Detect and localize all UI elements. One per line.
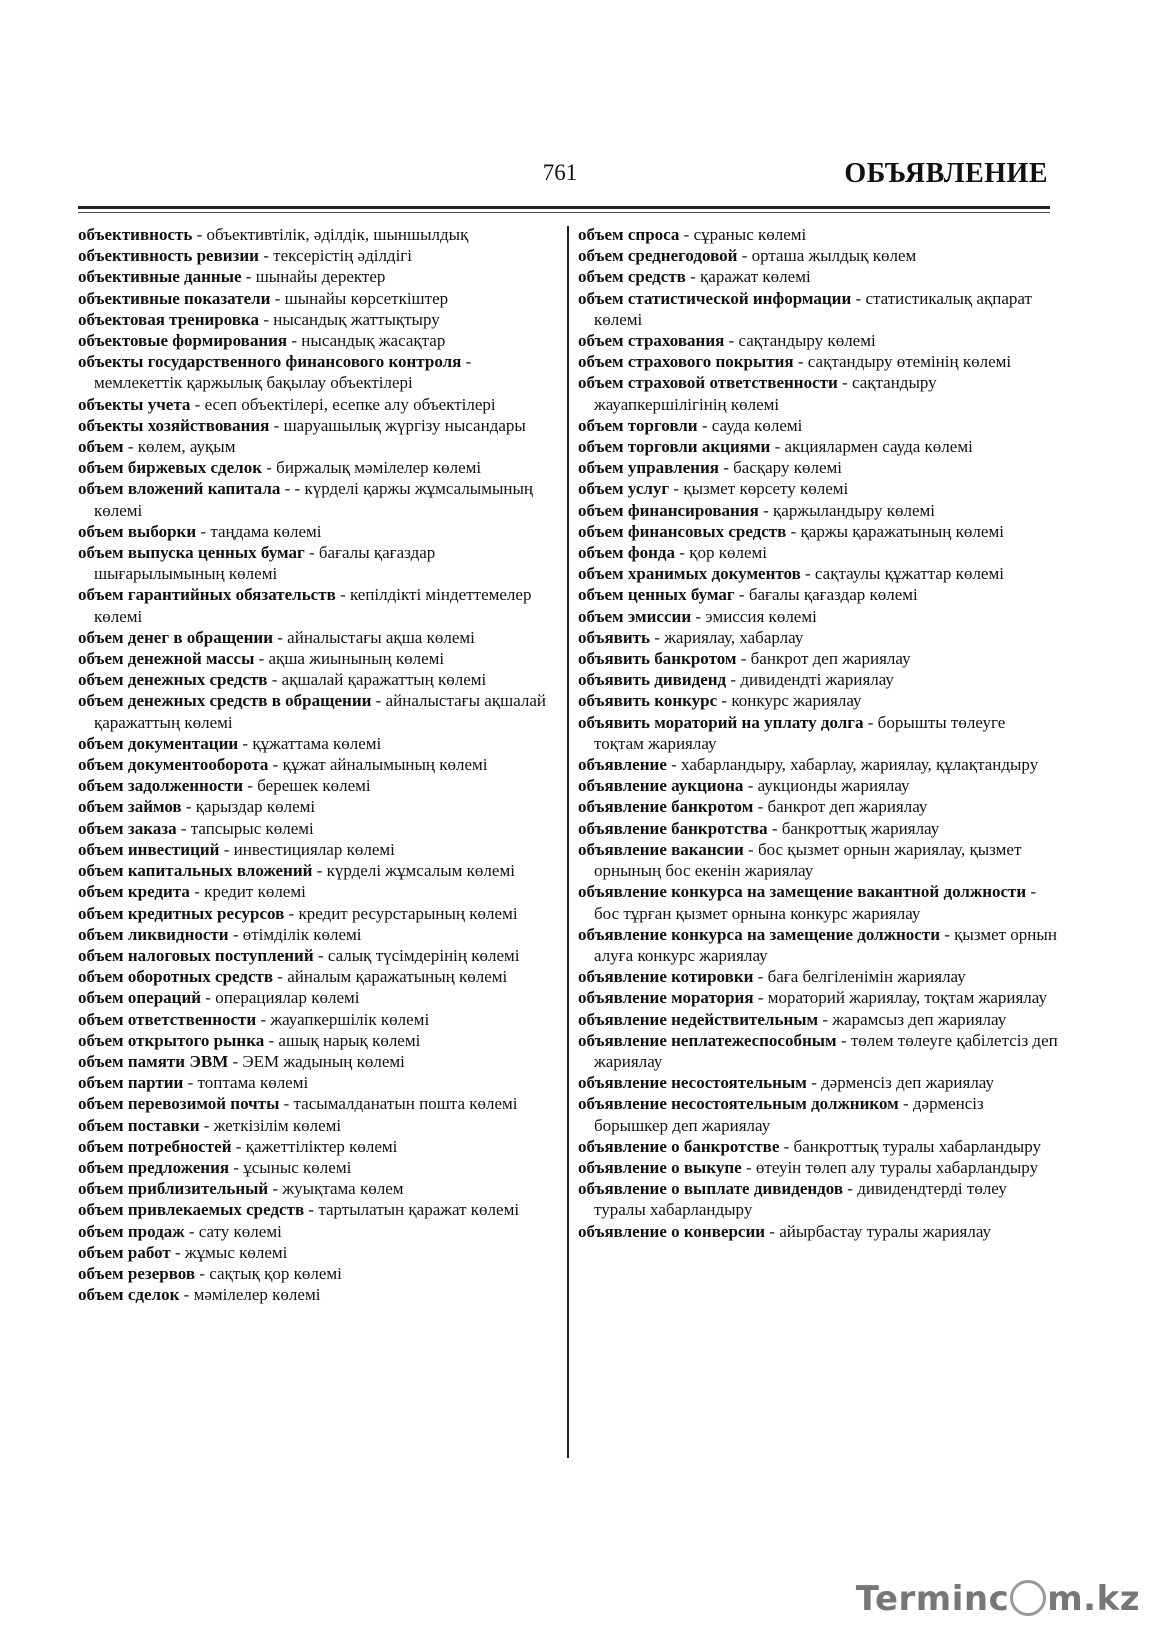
entry-definition: тартылатын қаражат көлемі (318, 1200, 520, 1220)
dictionary-entry: объем капитальных вложений - күрделі жұмсалым көлемі (78, 861, 515, 881)
dictionary-entry: объем документооборота - құжат айналымының көлемі (78, 755, 488, 775)
entry-term: объем денежных средств (78, 670, 268, 690)
dictionary-entry: объем памяти ЭВМ - ЭЕМ жадының көлемі (78, 1051, 405, 1071)
page-header-title: ОБЪЯВЛЕНИЕ (844, 158, 1048, 189)
entry-definition: қызмет орнын алуға конкурс жариялау (594, 924, 1057, 965)
entry-definition: құжаттама көлемі (252, 733, 382, 753)
entry-definition: жауапкершілік көлемі (270, 1009, 430, 1029)
entry-definition: операциялар көлемі (215, 988, 360, 1008)
entry-definition: банкрот деп жариялау (750, 649, 911, 669)
dictionary-entry: объявление вакансии - бос қызмет орнын жариялау, қызмет орнының бос екенін жариялау (578, 839, 1022, 881)
dictionary-entry: объем денежной массы - ақша жиынының көлемі (78, 649, 445, 669)
entry-definition: сақтық қор көлемі (209, 1263, 342, 1283)
entry-term: объявление аукциона (578, 776, 744, 796)
entry-definition: инвестициялар көлемі (233, 839, 395, 859)
dictionary-entry: объявление моратория - мораторий жариялау, тоқтам жариялау (578, 988, 1047, 1008)
entry-term: объявление несостоятельным (578, 1073, 807, 1093)
entry-term: объем финансирования (578, 500, 759, 520)
entry-definition: орташа жылдық көлем (751, 246, 917, 266)
entry-definition: шаруашылық жүргізу нысандары (283, 415, 526, 435)
dictionary-entry: объявление несостоятельным должником - дәрменсіз борышкер деп жариялау (578, 1094, 984, 1135)
entry-term: объекты учета (78, 394, 191, 414)
entry-term: объем услуг (578, 479, 670, 499)
entry-term: объем денег в обращении (78, 627, 273, 647)
entry-term: объявление неплатежеспособным (578, 1030, 837, 1050)
entry-term: объявление вакансии (578, 839, 744, 859)
dictionary-entry: объявить мораторий на уплату долга - борышты төлеуге тоқтам жариялау (578, 712, 1006, 753)
dictionary-entry: объем оборотных средств - айналым қаражатының көлемі (78, 967, 508, 987)
watermark-suffix: m.kz (1047, 1579, 1140, 1619)
entry-definition: сақтандыру көлемі (738, 331, 876, 351)
entry-definition: хабарландыру, хабарлау, жариялау, құлақтандыру (681, 755, 1039, 775)
entry-definition: айналыстағы ақша көлемі (287, 627, 475, 647)
entry-definition: төлем төлеуге қабілетсіз деп жариялау (594, 1030, 1058, 1071)
dictionary-entry: объем хранимых документов - сақтаулы құжаттар көлемі (578, 564, 1004, 584)
entry-definition: қаражат көлемі (700, 267, 811, 287)
dictionary-entry: объем денежных средств в обращении - айналыстағы ақшалай қаражаттың көлемі (78, 691, 547, 732)
entry-definition: дивидендтерді төлеу туралы хабарландыру (594, 1179, 1007, 1220)
entry-definition: бағалы қағаздар шығарылымының көлемі (94, 543, 436, 584)
entry-term: объем резервов (78, 1263, 196, 1283)
entry-term: объем выпуска ценных бумаг (78, 543, 305, 563)
entry-definition: дивидендті жариялау (740, 670, 894, 690)
entry-definition: эмиссия көлемі (705, 606, 817, 626)
dictionary-entry: объем вложений капитала - - күрделі қаржы жұмсалымының көлемі (78, 479, 534, 520)
dictionary-entry: объем потребностей - қажеттіліктер көлемі (78, 1136, 398, 1156)
entry-definition: қаржыландыру көлемі (773, 500, 935, 520)
entry-term: объем спроса (578, 225, 680, 244)
entry-definition: таңдама көлемі (210, 521, 322, 541)
entry-definition: күрделі жұмсалым көлемі (326, 861, 515, 881)
dictionary-entry: объявление неплатежеспособным - төлем төлеуге қабілетсіз деп жариялау (578, 1030, 1058, 1071)
entry-term: объем выборки (78, 521, 197, 541)
entry-term: объективность (78, 225, 193, 244)
watermark-middle: erminc (874, 1579, 1010, 1619)
entry-term: объем займов (78, 797, 182, 817)
entry-term: объем фонда (578, 543, 676, 563)
entry-term: объем работ (78, 1242, 171, 1262)
entry-term: объем страхового покрытия (578, 352, 794, 372)
entry-definition: сақтаулы құжаттар көлемі (814, 564, 1004, 584)
entry-term: объявление о выплате дивидендов (578, 1179, 844, 1199)
entry-term: объем гарантийных обязательств (78, 585, 336, 605)
entry-definition: жеткізілім көлемі (213, 1115, 342, 1135)
dictionary-entry: объектовая тренировка - нысандық жаттықтыру (78, 309, 440, 329)
entry-definition: бос тұрған қызмет орнына конкурс жариялау (594, 903, 921, 923)
entry-definition: тапсырыс көлемі (190, 818, 314, 838)
dictionary-entry: объем средств - қаражат көлемі (578, 267, 811, 287)
dictionary-entry: объем инвестиций - инвестициялар көлемі (78, 839, 395, 859)
entry-definition: - күрделі қаржы жұмсалымының көлемі (94, 479, 534, 520)
entry-term: объем ценных бумаг (578, 585, 735, 605)
right-column (578, 224, 1058, 1242)
dictionary-entry: объекты хозяйствования - шаруашылық жүргізу нысандары (78, 415, 526, 435)
entry-term: объем кредита (78, 882, 190, 902)
entry-term: объем эмиссии (578, 606, 692, 626)
entry-term: объем денежных средств в обращении (78, 691, 372, 711)
entry-term: объем (78, 437, 124, 457)
entry-term: объем приблизительный (78, 1179, 269, 1199)
entry-definition: өтімділік көлемі (242, 924, 362, 944)
dictionary-entry: объем поставки - жеткізілім көлемі (78, 1115, 342, 1135)
entry-term: объектовые формирования (78, 331, 288, 351)
entry-definition: банкроттық жариялау (781, 818, 940, 838)
entry-definition: айналым қаражатының көлемі (287, 967, 508, 987)
dictionary-entry: объем кредита - кредит көлемі (78, 882, 306, 902)
entry-definition: салық түсімдерінің көлемі (327, 945, 520, 965)
entry-term: объем потребностей (78, 1136, 232, 1156)
entry-definition: көлем, ауқым (137, 437, 236, 457)
entry-term: объем средств (578, 267, 686, 287)
entry-term: объем инвестиций (78, 839, 220, 859)
dictionary-entry: объем займов - қарыздар көлемі (78, 797, 316, 817)
entry-definition: берешек көлемі (257, 776, 371, 796)
dictionary-entry: объем продаж - сату көлемі (78, 1221, 282, 1241)
entry-term: объем управления (578, 458, 719, 478)
entry-definition: банкроттық туралы хабарландыру (793, 1136, 1041, 1156)
dictionary-entry: объектовые формирования - нысандық жасақтар (78, 331, 446, 351)
dictionary-entry: объем налоговых поступлений - салық түсімдерінің көлемі (78, 945, 520, 965)
dictionary-entry: объявление - хабарландыру, хабарлау, жариялау, құлақтандыру (578, 755, 1039, 775)
entry-definition: айырбастау туралы жариялау (779, 1221, 992, 1241)
entry-term: объем торговли акциями (578, 437, 771, 457)
entry-term: объем оборотных средств (78, 967, 274, 987)
entry-definition: банкрот деп жариялау (767, 797, 928, 817)
entry-definition: аукционды жариялау (757, 776, 910, 796)
dictionary-entry: объективные показатели - шынайы көрсеткіштер (78, 288, 449, 308)
dictionary-entry: объем торговли акциями - акциялармен сауда көлемі (578, 437, 973, 457)
entry-definition: қарыздар көлемі (195, 797, 316, 817)
entry-term: объем документации (78, 733, 239, 753)
entry-definition: қор көлемі (689, 543, 767, 563)
dictionary-entry: объем кредитных ресурсов - кредит ресурстарының көлемі (78, 903, 518, 923)
entry-definition: сұраныс көлемі (693, 225, 807, 244)
dictionary-entry: объем управления - басқару көлемі (578, 458, 842, 478)
dictionary-entry: объективные данные - шынайы деректер (78, 267, 386, 287)
entry-term: объективность ревизии (78, 246, 259, 266)
entry-definition: кепілдікті міндеттемелер көлемі (94, 585, 532, 626)
entry-definition: топтама көлемі (197, 1073, 309, 1093)
entry-term: объем заказа (78, 818, 177, 838)
entry-definition: сату көлемі (198, 1221, 282, 1241)
dictionary-entry: объем перевозимой почты - тасымалданатын пошта көлемі (78, 1094, 518, 1114)
entry-term: объем предложения (78, 1157, 230, 1177)
dictionary-entry: объем заказа - тапсырыс көлемі (78, 818, 314, 838)
entry-term: объем ответственности (78, 1009, 257, 1029)
entry-term: объем открытого рынка (78, 1030, 265, 1050)
entry-term: объявление банкротства (578, 818, 768, 838)
entry-term: объем кредитных ресурсов (78, 903, 285, 923)
entry-term: объекты хозяйствования (78, 415, 270, 435)
entry-definition: биржалық мәмілелер көлемі (276, 458, 482, 478)
dictionary-entry: объективность - объективтілік, әділдік, шыншылдық (78, 225, 469, 244)
entry-term: объявить конкурс (578, 691, 718, 711)
header-rule-thin (78, 212, 1050, 213)
dictionary-entry: объявление аукциона - аукционды жариялау (578, 776, 910, 796)
entry-definition: баға белгіленімін жариялау (767, 967, 966, 987)
dictionary-entry: объявление котировки - баға белгіленімін жариялау (578, 967, 966, 987)
dictionary-entry: объем страхового покрытия - сақтандыру өтемінің көлемі (578, 352, 1012, 372)
entry-definition: айналыстағы ақшалай қаражаттың көлемі (94, 691, 547, 732)
entry-definition: бос қызмет орнын жариялау, қызмет орнының бос екенін жариялау (594, 839, 1022, 881)
entry-definition: мораторий жариялау, тоқтам жариялау (767, 988, 1047, 1008)
dictionary-entry: объем работ - жұмыс көлемі (78, 1242, 288, 1262)
entry-definition: жариялау, хабарлау (664, 627, 804, 647)
dictionary-entry: объем денежных средств - ақшалай қаражаттың көлемі (78, 670, 487, 690)
entry-term: объем статистической информации (578, 288, 852, 308)
dictionary-entry: объявление недействительным - жарамсыз деп жариялау (578, 1009, 1007, 1029)
dictionary-entry: объявление банкротства - банкроттық жариялау (578, 818, 940, 838)
entry-term: объем продаж (78, 1221, 185, 1241)
entry-term: объявление конкурса на замещение вакантной должности (578, 882, 1027, 902)
entry-definition: дәрменсіз деп жариялау (821, 1073, 994, 1093)
entry-definition: тексерістің әділдігі (273, 246, 413, 266)
entry-definition: статистикалық ақпарат көлемі (594, 288, 1032, 329)
entry-term: объем страхования (578, 331, 725, 351)
dictionary-entry: объем привлекаемых средств - тартылатын қаражат көлемі (78, 1200, 520, 1220)
entry-term: объем хранимых документов (578, 564, 801, 584)
entry-definition: басқару көлемі (733, 458, 842, 478)
entry-definition: қаржы қаражатының көлемі (800, 521, 1004, 541)
entry-definition: жуықтама көлем (282, 1179, 404, 1199)
watermark-logo (856, 1579, 1140, 1619)
dictionary-entry: объем резервов - сақтық қор көлемі (78, 1263, 342, 1283)
entry-definition: сақтандыру жауапкершілігінің көлемі (594, 373, 937, 414)
dictionary-entry: объем приблизительный - жуықтама көлем (78, 1179, 404, 1199)
entry-term: объективные показатели (78, 288, 271, 308)
entry-definition: мемлекеттік қаржылық бақылау объектілері (94, 373, 413, 393)
dictionary-entry: объем услуг - қызмет көрсету көлемі (578, 479, 849, 499)
dictionary-entry: объем финансовых средств - қаржы қаражатының көлемі (578, 521, 1004, 541)
dictionary-entry: объем сделок - мәмілелер көлемі (78, 1285, 321, 1305)
entry-definition: конкурс жариялау (731, 691, 862, 711)
entry-definition: сақтандыру өтемінің көлемі (807, 352, 1012, 372)
entry-definition: борышты төлеуге тоқтам жариялау (594, 712, 1006, 753)
entry-term: объем партии (78, 1073, 184, 1093)
entry-term: объем привлекаемых средств (78, 1200, 305, 1220)
entry-term: объявление конкурса на замещение должности (578, 924, 940, 944)
entry-term: объем страховой ответственности (578, 373, 838, 393)
entry-term: объем капитальных вложений (78, 861, 313, 881)
dictionary-entry: объем эмиссии - эмиссия көлемі (578, 606, 817, 626)
dictionary-entry: объем финансирования - қаржыландыру көлемі (578, 500, 935, 520)
entry-term: объектовая тренировка (78, 309, 260, 329)
dictionary-entry: объявить - жариялау, хабарлау (578, 627, 804, 647)
dictionary-entry: объем предложения - ұсыныс көлемі (78, 1157, 352, 1177)
entry-definition: шынайы деректер (255, 267, 386, 287)
entry-definition: жұмыс көлемі (184, 1242, 288, 1262)
dictionary-entry: объем спроса - сұраныс көлемі (578, 225, 807, 244)
dictionary-entry: объявить дивиденд - дивидендті жариялау (578, 670, 894, 690)
entry-definition: ақшалай қаражаттың көлемі (281, 670, 487, 690)
entry-term: объекты государственного финансового контроля (78, 352, 462, 372)
entry-term: объявить банкротом (578, 649, 737, 669)
entry-term: объем налоговых поступлений (78, 945, 314, 965)
entry-definition: құжат айналымының көлемі (282, 755, 488, 775)
entry-definition: кредит ресурстарының көлемі (298, 903, 518, 923)
dictionary-entry: объем ответственности - жауапкершілік көлемі (78, 1009, 430, 1029)
entry-term: объявление (578, 755, 667, 775)
entry-definition: өтеуін төлеп алу туралы хабарландыру (755, 1157, 1039, 1177)
dictionary-entry: объявление о банкротстве - банкроттық туралы хабарландыру (578, 1136, 1041, 1156)
entry-definition: шынайы көрсеткіштер (284, 288, 449, 308)
dictionary-entry: объем страховой ответственности - сақтандыру жауапкершілігінің көлемі (578, 373, 937, 414)
dictionary-entry: объем выпуска ценных бумаг - бағалы қағаздар шығарылымының көлемі (78, 543, 436, 584)
entry-definition: қажеттіліктер көлемі (245, 1136, 398, 1156)
dictionary-entry: объективность ревизии - тексерістің әділдігі (78, 246, 413, 266)
entry-term: объявление недействительным (578, 1009, 819, 1029)
dictionary-entry: объем открытого рынка - ашық нарық көлемі (78, 1030, 421, 1050)
dictionary-entry: объем ликвидности - өтімділік көлемі (78, 924, 362, 944)
entry-definition: дәрменсіз борышкер деп жариялау (594, 1094, 984, 1135)
entry-definition: акциялармен сауда көлемі (784, 437, 973, 457)
entry-term: объявление о банкротстве (578, 1136, 780, 1156)
entry-term: объявить (578, 627, 651, 647)
dictionary-entry: объем торговли - сауда көлемі (578, 415, 803, 435)
entry-term: объем операций (78, 988, 202, 1008)
entry-term: объем среднегодовой (578, 246, 738, 266)
dictionary-entry: объем - көлем, ауқым (78, 437, 236, 457)
entry-term: объем памяти ЭВМ (78, 1051, 229, 1071)
dictionary-entry: объявление о выкупе - өтеуін төлеп алу туралы хабарландыру (578, 1157, 1039, 1177)
dictionary-entry: объявить конкурс - конкурс жариялау (578, 691, 862, 711)
page-number: 761 (542, 160, 578, 185)
globe-icon (1010, 1580, 1046, 1616)
dictionary-entry: объем операций - операциялар көлемі (78, 988, 360, 1008)
entry-term: объявление моратория (578, 988, 754, 1008)
dictionary-entry: объем гарантийных обязательств - кепілдікті міндеттемелер көлемі (78, 585, 532, 626)
dictionary-entry: объявление конкурса на замещение вакантной должности - бос тұрған қызмет орнына конкурс жариялау (578, 882, 1037, 923)
entry-definition: ақша жиынының көлемі (268, 649, 445, 669)
entry-definition: ашық нарық көлемі (278, 1030, 421, 1050)
dictionary-entry: объявление несостоятельным - дәрменсіз деп жариялау (578, 1073, 994, 1093)
entry-definition: нысандық жасақтар (301, 331, 446, 351)
dictionary-entry: объекты учета - есеп объектілері, есепке алу объектілері (78, 394, 496, 414)
dictionary-entry: объявление конкурса на замещение должности - қызмет орнын алуға конкурс жариялау (578, 924, 1057, 965)
entry-term: объем ликвидности (78, 924, 229, 944)
dictionary-entry: объявить банкротом - банкрот деп жариялау (578, 649, 911, 669)
dictionary-entry: объем статистической информации - статистикалық ақпарат көлемі (578, 288, 1032, 329)
column-divider (567, 226, 569, 1458)
watermark-prefix: T (855, 1579, 875, 1619)
dictionary-entry: объем партии - топтама көлемі (78, 1073, 309, 1093)
entry-term: объем торговли (578, 415, 698, 435)
entry-definition: ұсыныс көлемі (243, 1157, 352, 1177)
entry-definition: есеп объектілері, есепке алу объектілері (204, 394, 496, 414)
dictionary-entry: объявление банкротом - банкрот деп жариялау (578, 797, 928, 817)
entry-term: объявление о выкупе (578, 1157, 742, 1177)
dictionary-entry: объем денег в обращении - айналыстағы ақша көлемі (78, 627, 475, 647)
entry-term: объявление котировки (578, 967, 754, 987)
entry-term: объявление банкротом (578, 797, 754, 817)
dictionary-entry: объем страхования - сақтандыру көлемі (578, 331, 876, 351)
entry-definition: бағалы қағаздар көлемі (748, 585, 918, 605)
entry-definition: мәмілелер көлемі (193, 1285, 321, 1305)
entry-definition: тасымалданатын пошта көлемі (293, 1094, 518, 1114)
dictionary-entry: объявление о конверсии - айырбастау туралы жариялау (578, 1221, 992, 1241)
dictionary-entry: объем документации - құжаттама көлемі (78, 733, 382, 753)
header-rule-thick (78, 206, 1050, 209)
entry-term: объявление о конверсии (578, 1221, 766, 1241)
left-column (78, 224, 558, 1305)
entry-term: объем сделок (78, 1285, 180, 1305)
entry-definition: кредит көлемі (204, 882, 306, 902)
entry-term: объем документооборота (78, 755, 269, 775)
entry-term: объем перевозимой почты (78, 1094, 280, 1114)
entry-definition: нысандық жаттықтыру (273, 309, 440, 329)
dictionary-entry: объем задолженности - берешек көлемі (78, 776, 371, 796)
dictionary-entry: объекты государственного финансового контроля - мемлекеттік қаржылық бақылау объектілері (78, 352, 472, 393)
entry-definition: жарамсыз деп жариялау (832, 1009, 1007, 1029)
entry-term: объективные данные (78, 267, 242, 287)
dictionary-entry: объем среднегодовой - орташа жылдық көлем (578, 246, 917, 266)
entry-term: объявить мораторий на уплату долга (578, 712, 864, 732)
entry-definition: ЭЕМ жадының көлемі (242, 1051, 405, 1071)
dictionary-entry: объявление о выплате дивидендов - дивидендтерді төлеу туралы хабарландыру (578, 1179, 1007, 1220)
entry-term: объявление несостоятельным должником (578, 1094, 899, 1114)
entry-term: объем задолженности (78, 776, 244, 796)
entry-term: объем биржевых сделок (78, 458, 262, 478)
entry-definition: объективтілік, әділдік, шыншылдық (206, 225, 469, 244)
dictionary-entry: объем фонда - қор көлемі (578, 543, 767, 563)
entry-term: объем поставки (78, 1115, 200, 1135)
dictionary-entry: объем выборки - таңдама көлемі (78, 521, 322, 541)
entry-term: объем денежной массы (78, 649, 255, 669)
dictionary-entry: объем ценных бумаг - бағалы қағаздар көлемі (578, 585, 918, 605)
entry-term: объем финансовых средств (578, 521, 787, 541)
entry-term: объявить дивиденд (578, 670, 727, 690)
dictionary-entry: объем биржевых сделок - биржалық мәмілелер көлемі (78, 458, 482, 478)
entry-term: объем вложений капитала (78, 479, 281, 499)
entry-definition: қызмет көрсету көлемі (683, 479, 849, 499)
entry-definition: сауда көлемі (711, 415, 803, 435)
